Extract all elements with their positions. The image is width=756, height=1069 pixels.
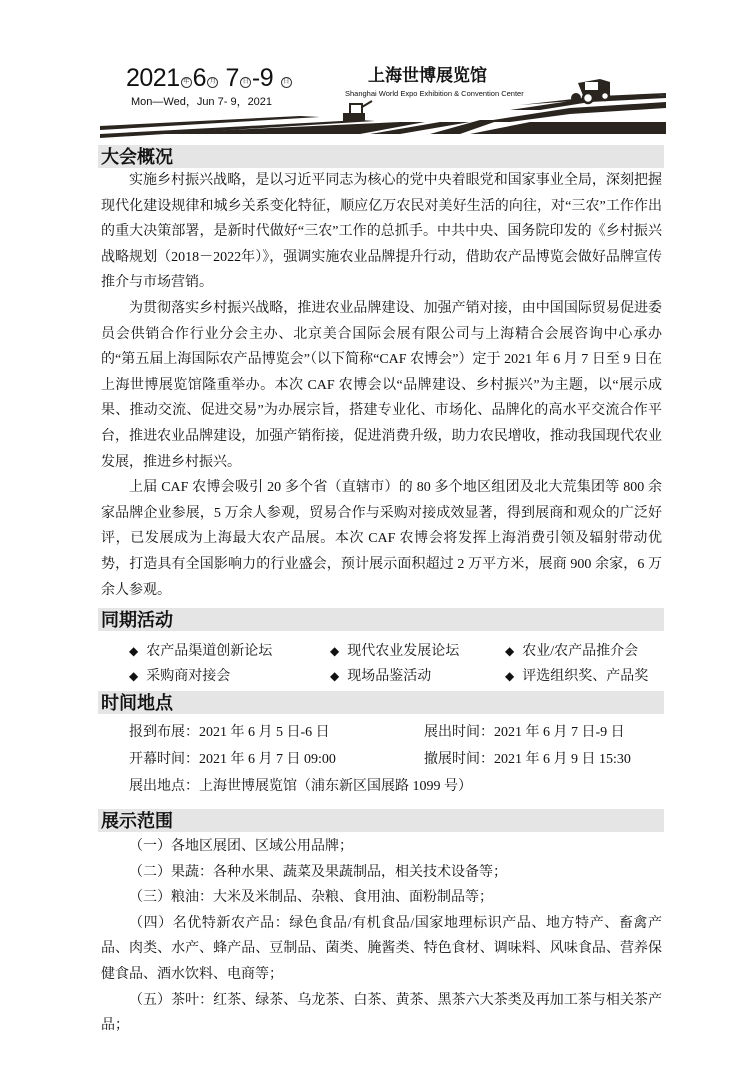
section-title: 同期活动 <box>101 610 173 631</box>
activity-label: 评选组织奖、产品奖 <box>522 669 649 685</box>
scope-item: （五）茶叶：红茶、绿茶、乌龙茶、白茶、黄茶、黑茶六大茶类及再加工茶与相关茶产品； <box>101 992 662 1034</box>
section-title: 时间地点 <box>101 693 173 714</box>
stripe <box>470 122 666 134</box>
activity-label: 现场品鉴活动 <box>347 669 432 685</box>
overview-paragraph: 为贯彻落实乡村振兴战略，推进农业品牌建设、加强产销对接，由中国国际贸易促进委员会供销合作行业分会主办、北京美合国际会展有限公司与上海精合会展咨询中心承办的“第五届上海国际农产品博览会”（以下简称“CAF 农博会”）定于 2021 年 6 月 7 日至 9 日在上海世博展览馆隆重举办。本次 CAF 农博会以“品牌建设、乡村振兴”为主题，以“展示成果、推动交流、促进交易”为办展宗旨，搭建专业化、市场化、品牌化的高水平交流合作平台，推进农业品牌建设，加强产销衔接，促进消费升级，助力农民增收，推动我国现代农业发展，推进乡村振兴。 <box>101 300 662 470</box>
activity-label: 采购商对接会 <box>146 669 231 685</box>
activity-item <box>505 664 664 689</box>
section-title: 大会概况 <box>101 147 173 167</box>
scope-item: （三）粮油：大米及米制品、杂粮、食用油、面粉制品等； <box>129 890 493 906</box>
day-start: 7 <box>225 64 239 92</box>
harvester-icon <box>343 101 372 121</box>
scope-item: （四）名优特新农产品：绿色食品/有机食品/国家地理标识产品、地方特产、畜禽产品、肉类、水产、蜂产品、豆制品、菌类、腌酱类、特色食材、调味料、风味食品、营养保健食品、酒水饮料、电商等； <box>101 915 662 983</box>
section-title: 展示范围 <box>101 811 173 832</box>
diamond-bullet-icon: ◆ <box>505 669 515 684</box>
activity-item <box>505 639 664 664</box>
schedule-opening: 开幕时间：2021 年 6 月 7 日 09:00 <box>129 752 336 768</box>
venue-subtitle: Shanghai World Expo Exhibition & Convention Center <box>345 89 524 98</box>
diamond-bullet-icon: ◆ <box>129 644 139 659</box>
tractor-icon <box>571 79 610 103</box>
event-weekdays: Mon—Wed，Jun 7- 9，2021 <box>131 96 273 108</box>
day-end: -9 <box>251 64 274 92</box>
activity-item <box>330 639 505 664</box>
schedule-list <box>98 719 664 800</box>
activity-item <box>330 664 505 689</box>
stripe <box>480 102 666 122</box>
section-header-schedule <box>98 691 664 714</box>
scope-item: （二）果蔬：各种水果、蔬菜及果蔬制品，相关技术设备等； <box>129 864 507 880</box>
activity-label: 农产品渠道创新论坛 <box>146 644 273 660</box>
schedule-teardown: 撤展时间：2021 年 6 月 9 日 15:30 <box>424 752 631 768</box>
section-header-overview <box>98 145 664 168</box>
year-mark: 年 <box>181 77 192 88</box>
venue-title: 上海世博展览馆 <box>368 66 487 85</box>
activity-label: 农业/农产品推介会 <box>522 644 639 660</box>
section-header-scope <box>98 809 664 832</box>
schedule-exhibition: 展出时间：2021 年 6 月 7 日-9 日 <box>424 725 625 741</box>
activities-list <box>98 639 664 689</box>
diamond-bullet-icon: ◆ <box>129 669 139 684</box>
month: 6 <box>192 64 207 92</box>
year: 2021 <box>126 64 180 92</box>
day-mark: 日 <box>240 77 251 88</box>
header-banner-graphic <box>100 60 666 140</box>
overview-paragraph: 实施乡村振兴战略，是以习近平同志为核心的党中央着眼党和国家事业全局，深刻把握现代化建设规律和城乡关系变化特征，顺应亿万农民对美好生活的向往，对“三农”工作作出的重大决策部署，是新时代做好“三农”工作的总抓手。中共中央、国务院印发的《乡村振兴战略规划（2018－2022年）》，强调实施农业品牌提升行动，借助农产品博览会做好品牌宣传推介与市场营销。 <box>101 173 662 291</box>
schedule-setup: 报到布展：2021 年 6 月 5 日-6 日 <box>129 725 330 741</box>
scope-item: （一）各地区展团、区域公用品牌； <box>129 839 353 855</box>
overview-paragraph: 上届 CAF 农博会吸引 20 多个省（直辖市）的 80 多个地区组团及北大荒集团等 800 余家品牌企业参展，5 万余人参观，贸易合作与采购对接成效显著，得到展商和观众的广泛好评，已发展成为上海最大农产品展。本次 CAF 农博会将发挥上海消费引领及辐射带动优势，打造具有全国影响力的行业盛会，预计展示面积超过 2 万平方米，展商 900 余家，6 万余人参观。 <box>101 480 662 598</box>
schedule-location: 展出地点：上海世博展览馆（浦东新区国展路 1099 号） <box>129 779 472 795</box>
section-header-activities <box>98 608 664 631</box>
diamond-bullet-icon: ◆ <box>330 644 340 659</box>
activity-item <box>129 639 330 664</box>
activity-label: 现代农业发展论坛 <box>347 644 460 660</box>
diamond-bullet-icon: ◆ <box>330 669 340 684</box>
scope-list <box>98 834 664 1039</box>
activity-item <box>129 664 330 689</box>
diamond-bullet-icon: ◆ <box>505 644 515 659</box>
month-mark: 月 <box>207 77 218 88</box>
day-mark: 日 <box>281 77 292 88</box>
document-body <box>98 145 664 1039</box>
